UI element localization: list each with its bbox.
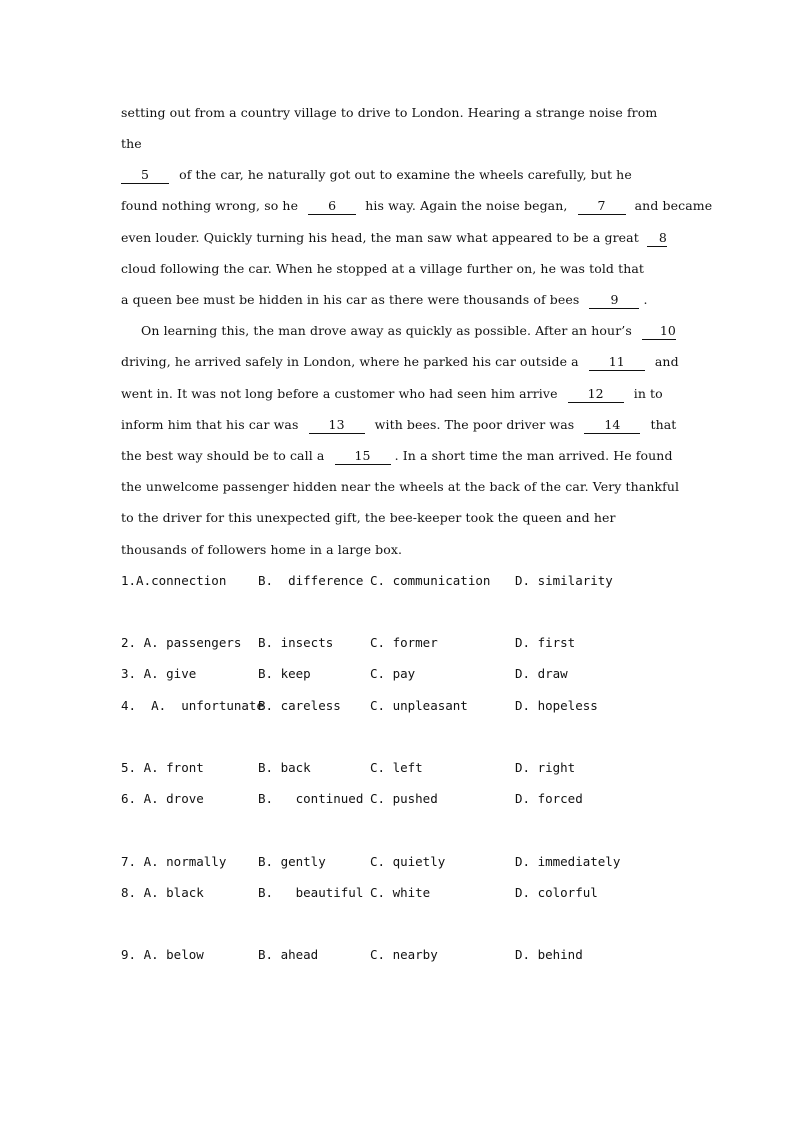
- passage-text: thousands of followers home in a large box.: [121, 542, 403, 557]
- passage-line-15: [121, 542, 674, 558]
- option-b: B. ahead: [258, 947, 319, 962]
- option-a: 4. A. unfortunate: [121, 698, 264, 713]
- passage-text: the best way should be to call a: [121, 448, 325, 463]
- passage-text: driving, he arrived safely in London, where he parked his car outside a: [121, 354, 579, 369]
- blank-11: 11: [589, 355, 645, 371]
- option-d: D. right: [515, 760, 576, 775]
- passage-line-10: [121, 386, 674, 403]
- passage-text: On learning this, the man drove away as quickly as possible. After an hour’s: [141, 323, 632, 338]
- blank-14: 14: [584, 418, 640, 434]
- option-a: 2. A. passengers: [121, 635, 242, 650]
- option-c: C. nearby: [370, 947, 438, 962]
- option-d: D. behind: [515, 947, 583, 962]
- option-b: B. difference: [258, 573, 364, 588]
- passage-text: found nothing wrong, so he: [121, 198, 299, 213]
- blank-5: 5: [121, 168, 169, 184]
- passage-line-5: [121, 230, 674, 247]
- passage-line-2: [121, 136, 674, 152]
- passage-line-11: [121, 417, 677, 434]
- option-d: D. immediately: [515, 854, 621, 869]
- option-d: D. colorful: [515, 885, 598, 900]
- passage-text: and became: [634, 198, 713, 213]
- option-b: B. gently: [258, 854, 326, 869]
- passage-text: his way. Again the noise began,: [365, 198, 568, 213]
- option-a: 3. A. give: [121, 666, 197, 681]
- passage-line-4: [121, 198, 713, 215]
- passage-text: a queen bee must be hidden in his car as there were thousands of bees: [121, 292, 580, 307]
- blank-15: 15: [335, 449, 391, 465]
- blank-12: 12: [568, 387, 624, 403]
- option-a: 7. A. normally: [121, 854, 227, 869]
- blank-10: 10: [642, 324, 676, 340]
- option-c: C. white: [370, 885, 431, 900]
- passage-line-8: [141, 323, 674, 340]
- passage-line-1: [121, 105, 674, 121]
- option-a: 8. A. black: [121, 885, 204, 900]
- option-d: D. hopeless: [515, 698, 598, 713]
- passage-text: in to: [633, 386, 663, 401]
- blank-8: 8: [647, 231, 667, 247]
- option-c: C. pay: [370, 666, 416, 681]
- option-c: C. quietly: [370, 854, 446, 869]
- option-a: 9. A. below: [121, 947, 204, 962]
- option-a: 5. A. front: [121, 760, 204, 775]
- passage-line-7: [121, 292, 674, 309]
- passage-text: .: [643, 292, 648, 307]
- passage-line-9: [121, 354, 679, 371]
- option-d: D. similarity: [515, 573, 613, 588]
- option-c: C. unpleasant: [370, 698, 468, 713]
- option-b: B. back: [258, 760, 311, 775]
- blank-13: 13: [309, 418, 365, 434]
- option-c: C. communication: [370, 573, 491, 588]
- option-b: B. keep: [258, 666, 311, 681]
- option-b: B. beautiful: [258, 885, 364, 900]
- option-c: C. former: [370, 635, 438, 650]
- passage-line-6: [121, 261, 674, 277]
- passage-text: of the car, he naturally got out to examine the wheels carefully, but he: [179, 167, 632, 182]
- option-a: 6. A. drove: [121, 791, 204, 806]
- passage-line-13: [121, 479, 680, 495]
- passage-line-12: [121, 448, 674, 465]
- passage-line-3: [121, 167, 674, 184]
- option-b: B. careless: [258, 698, 341, 713]
- passage-text: cloud following the car. When he stopped at a village further on, he was told that: [121, 261, 645, 276]
- passage-text: even louder. Quickly turning his head, the man saw what appeared to be a great: [121, 230, 639, 245]
- option-d: D. draw: [515, 666, 568, 681]
- option-c: C. pushed: [370, 791, 438, 806]
- blank-7: 7: [578, 199, 626, 215]
- passage-text: the: [121, 136, 142, 151]
- passage-text: the unwelcome passenger hidden near the wheels at the back of the car. Very thankful: [121, 479, 680, 494]
- passage-text: inform him that his car was: [121, 417, 299, 432]
- passage-text: with bees. The poor driver was: [374, 417, 575, 432]
- option-c: C. left: [370, 760, 423, 775]
- option-d: D. first: [515, 635, 576, 650]
- passage-line-14: [121, 510, 674, 526]
- passage-text: that: [650, 417, 677, 432]
- option-b: B. insects: [258, 635, 334, 650]
- blank-9: 9: [589, 293, 639, 309]
- option-b: B. continued: [258, 791, 364, 806]
- option-d: D. forced: [515, 791, 583, 806]
- passage-text: . In a short time the man arrived. He found: [394, 448, 673, 463]
- passage-text: to the driver for this unexpected gift, the bee-keeper took the queen and her: [121, 510, 616, 525]
- blank-6: 6: [308, 199, 356, 215]
- option-a: 1.A.connection: [121, 573, 227, 588]
- passage-text: went in. It was not long before a customer who had seen him arrive: [121, 386, 558, 401]
- passage-text: and: [654, 354, 679, 369]
- passage-text: setting out from a country village to drive to London. Hearing a strange noise from: [121, 105, 658, 120]
